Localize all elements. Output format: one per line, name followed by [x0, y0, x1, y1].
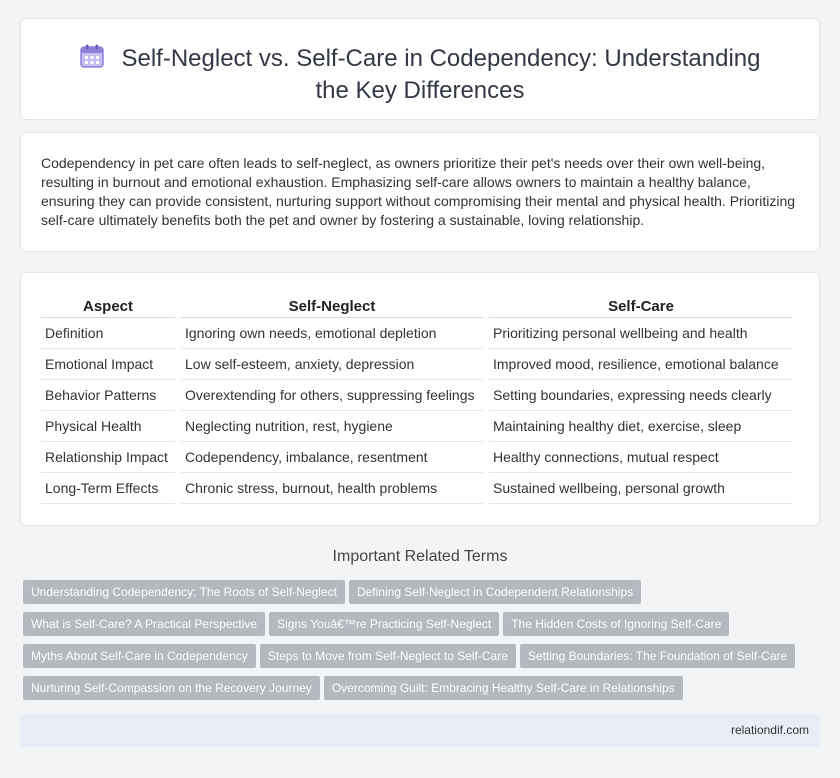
table-row	[41, 380, 793, 411]
header-aspect: Aspect	[41, 295, 175, 318]
page-title-text: Self-Neglect vs. Self-Care in Codependency: Understanding the Key Differences	[121, 45, 761, 104]
comparison-card	[20, 272, 820, 526]
table-cell: Sustained wellbeing, personal growth	[489, 473, 793, 504]
table-cell: Behavior Patterns	[41, 380, 175, 411]
intro-paragraph: Codependency in pet care often leads to self-neglect, as owners prioritize their pet's needs over their own well-being, resulting in burnout and emotional exhaustion. Emphasizing self-care allows owners to maintain a healthy balance, ensuring they can provide consistent, nurturing support without compromising their mental and physical health. Prioritizing self-care ultimately benefits both the pet and owner by fostering a sustainable, loving relationship.	[41, 155, 796, 228]
header-self-care: Self-Care	[489, 295, 793, 318]
table-cell: Setting boundaries, expressing needs clearly	[489, 380, 793, 411]
intro-card	[20, 132, 820, 252]
table-row	[41, 318, 793, 349]
footer	[20, 714, 820, 747]
table-cell: Prioritizing personal wellbeing and health	[489, 318, 793, 349]
table-cell: Codependency, imbalance, resentment	[181, 442, 483, 473]
related-terms-list	[23, 580, 823, 708]
related-term-link[interactable]: The Hidden Costs of Ignoring Self-Care	[503, 612, 729, 636]
table-row	[41, 442, 793, 473]
header-self-neglect: Self-Neglect	[181, 295, 483, 318]
table-row	[41, 473, 793, 504]
table-cell: Relationship Impact	[41, 442, 175, 473]
table-cell: Chronic stress, burnout, health problems	[181, 473, 483, 504]
table-header-row	[41, 295, 793, 318]
table-cell: Definition	[41, 318, 175, 349]
related-term-link[interactable]: Nurturing Self-Compassion on the Recovery Journey	[23, 676, 320, 700]
table-cell: Emotional Impact	[41, 349, 175, 380]
related-term-link[interactable]: Steps to Move from Self-Neglect to Self-Care	[260, 644, 516, 668]
page-title	[61, 43, 779, 108]
related-term-link[interactable]: Defining Self-Neglect in Codependent Relationships	[349, 580, 641, 604]
table-cell: Neglecting nutrition, rest, hygiene	[181, 411, 483, 442]
related-terms-heading: Important Related Terms	[332, 548, 508, 565]
comparison-table	[35, 295, 799, 504]
related-term-link[interactable]: Overcoming Guilt: Embracing Healthy Self-Care in Relationships	[324, 676, 683, 700]
table-row	[41, 349, 793, 380]
related-term-link[interactable]: Understanding Codependency: The Roots of Self-Neglect	[23, 580, 345, 604]
table-cell: Physical Health	[41, 411, 175, 442]
table-cell: Overextending for others, suppressing feelings	[181, 380, 483, 411]
title-card	[20, 18, 820, 120]
table-cell: Healthy connections, mutual respect	[489, 442, 793, 473]
table-cell: Improved mood, resilience, emotional balance	[489, 349, 793, 380]
table-cell: Ignoring own needs, emotional depletion	[181, 318, 483, 349]
table-row	[41, 411, 793, 442]
table-cell: Long-Term Effects	[41, 473, 175, 504]
related-term-link[interactable]: Setting Boundaries: The Foundation of Self-Care	[520, 644, 795, 668]
related-term-link[interactable]: Signs Youâ€™re Practicing Self-Neglect	[269, 612, 499, 636]
table-cell: Low self-esteem, anxiety, depression	[181, 349, 483, 380]
related-term-link[interactable]: What is Self-Care? A Practical Perspective	[23, 612, 265, 636]
footer-site-link[interactable]: relationdif.com	[730, 723, 809, 737]
table-cell: Maintaining healthy diet, exercise, sleep	[489, 411, 793, 442]
related-term-link[interactable]: Myths About Self-Care in Codependency	[23, 644, 256, 668]
calendar-icon	[79, 43, 105, 69]
